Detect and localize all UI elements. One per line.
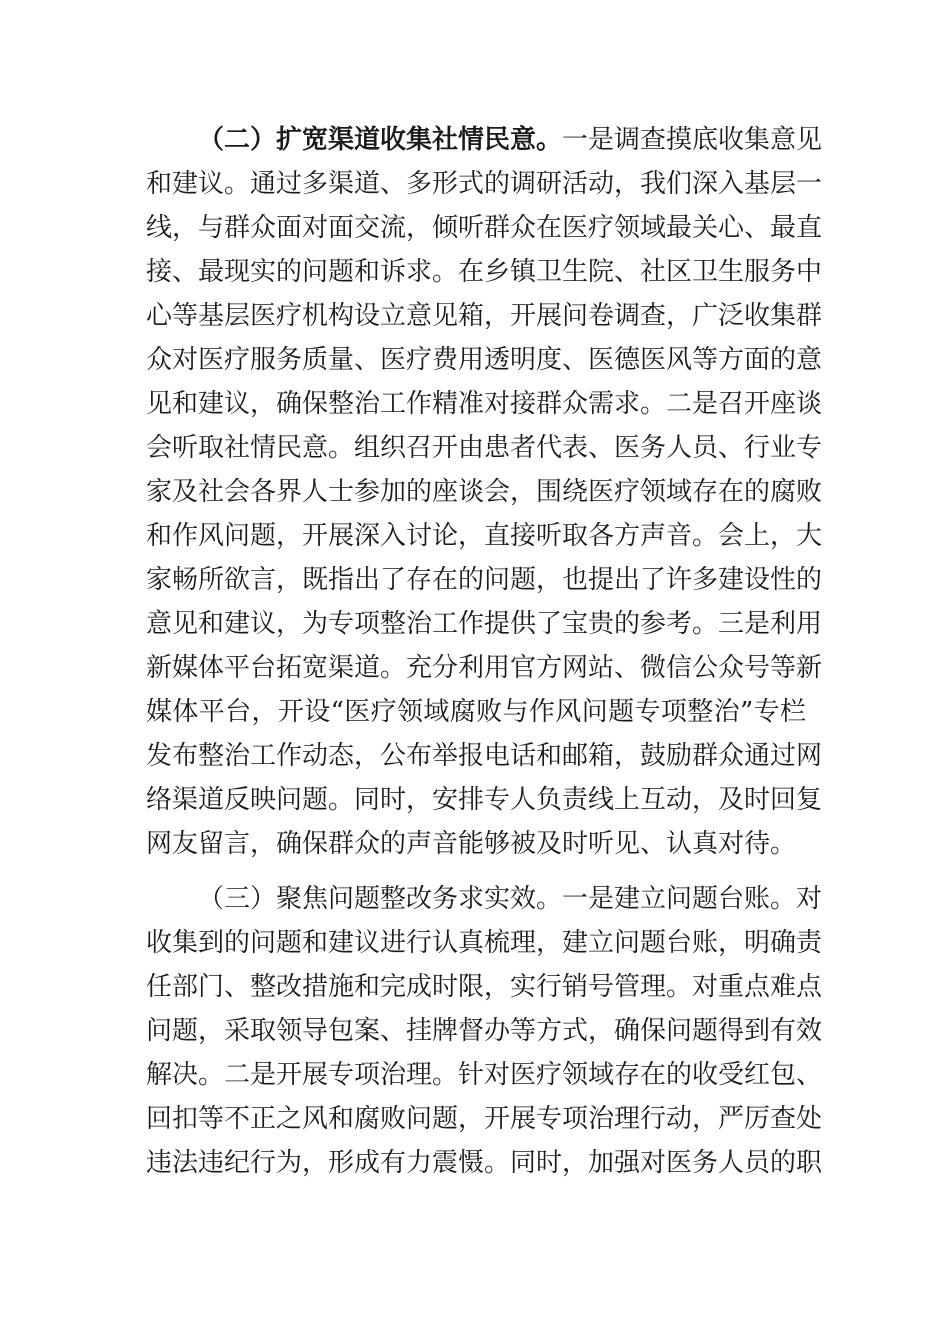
paragraph-line: 家畅所欲言，既指出了存在的问题，也提出了许多建设性的 bbox=[146, 565, 823, 595]
paragraph-heading: （二）扩宽渠道收集社情民意。 bbox=[198, 125, 563, 155]
paragraph-line: 众对医疗服务质量、医疗费用透明度、医德医风等方面的意 bbox=[146, 345, 823, 375]
paragraph-line: 会听取社情民意。组织召开由患者代表、医务人员、行业专 bbox=[146, 433, 823, 463]
paragraph-line: 和作风问题，开展深入讨论，直接听取各方声音。会上，大 bbox=[146, 521, 823, 551]
paragraph-line: 问题，采取领导包案、挂牌督办等方式，确保问题得到有效 bbox=[146, 1016, 823, 1046]
paragraph-line: 媒体平台，开设“医疗领域腐败与作风问题专项整治”专栏 bbox=[146, 697, 806, 727]
paragraph-line: 任部门、整改措施和完成时限，实行销号管理。对重点难点 bbox=[146, 972, 823, 1002]
paragraph-line: 发布整治工作动态，公布举报电话和邮箱，鼓励群众通过网 bbox=[146, 741, 823, 771]
paragraph-line: 心等基层医疗机构设立意见箱，开展问卷调查，广泛收集群 bbox=[146, 301, 823, 331]
paragraph-line: 网友留言，确保群众的声音能够被及时听见、认真对待。 bbox=[146, 829, 797, 859]
paragraph-line: 见和建议，确保整治工作精准对接群众需求。二是召开座谈 bbox=[146, 389, 823, 419]
paragraph-line: 络渠道反映问题。同时，安排专人负责线上互动，及时回复 bbox=[146, 785, 823, 815]
paragraph-line: 新媒体平台拓宽渠道。充分利用官方网站、微信公众号等新 bbox=[146, 653, 823, 683]
paragraph-line bbox=[198, 877, 823, 921]
paragraph-line: 收集到的问题和建议进行认真梳理，建立问题台账，明确责 bbox=[146, 928, 823, 958]
paragraph-line-text: （三）聚焦问题整改务求实效。一是建立问题台账。对 bbox=[198, 884, 823, 914]
paragraph-line bbox=[198, 118, 823, 162]
paragraph-line: 家及社会各界人士参加的座谈会，围绕医疗领域存在的腐败 bbox=[146, 477, 823, 507]
paragraph-line: 解决。二是开展专项治理。针对医疗领域存在的收受红包、 bbox=[146, 1060, 823, 1090]
paragraph-line: 违法违纪行为，形成有力震慑。同时，加强对医务人员的职 bbox=[146, 1148, 823, 1178]
paragraph-line: 接、最现实的问题和诉求。在乡镇卫生院、社区卫生服务中 bbox=[146, 257, 823, 287]
paragraph-line: 线，与群众面对面交流，倾听群众在医疗领域最关心、最直 bbox=[146, 213, 823, 243]
paragraph-line-text: 一是调查摸底收集意见 bbox=[562, 125, 823, 155]
paragraph-line: 回扣等不正之风和腐败问题，开展专项治理行动，严厉查处 bbox=[146, 1104, 823, 1134]
paragraph-line: 和建议。通过多渠道、多形式的调研活动，我们深入基层一 bbox=[146, 169, 823, 199]
paragraph-line: 意见和建议，为专项整治工作提供了宝贵的参考。三是利用 bbox=[146, 609, 823, 639]
